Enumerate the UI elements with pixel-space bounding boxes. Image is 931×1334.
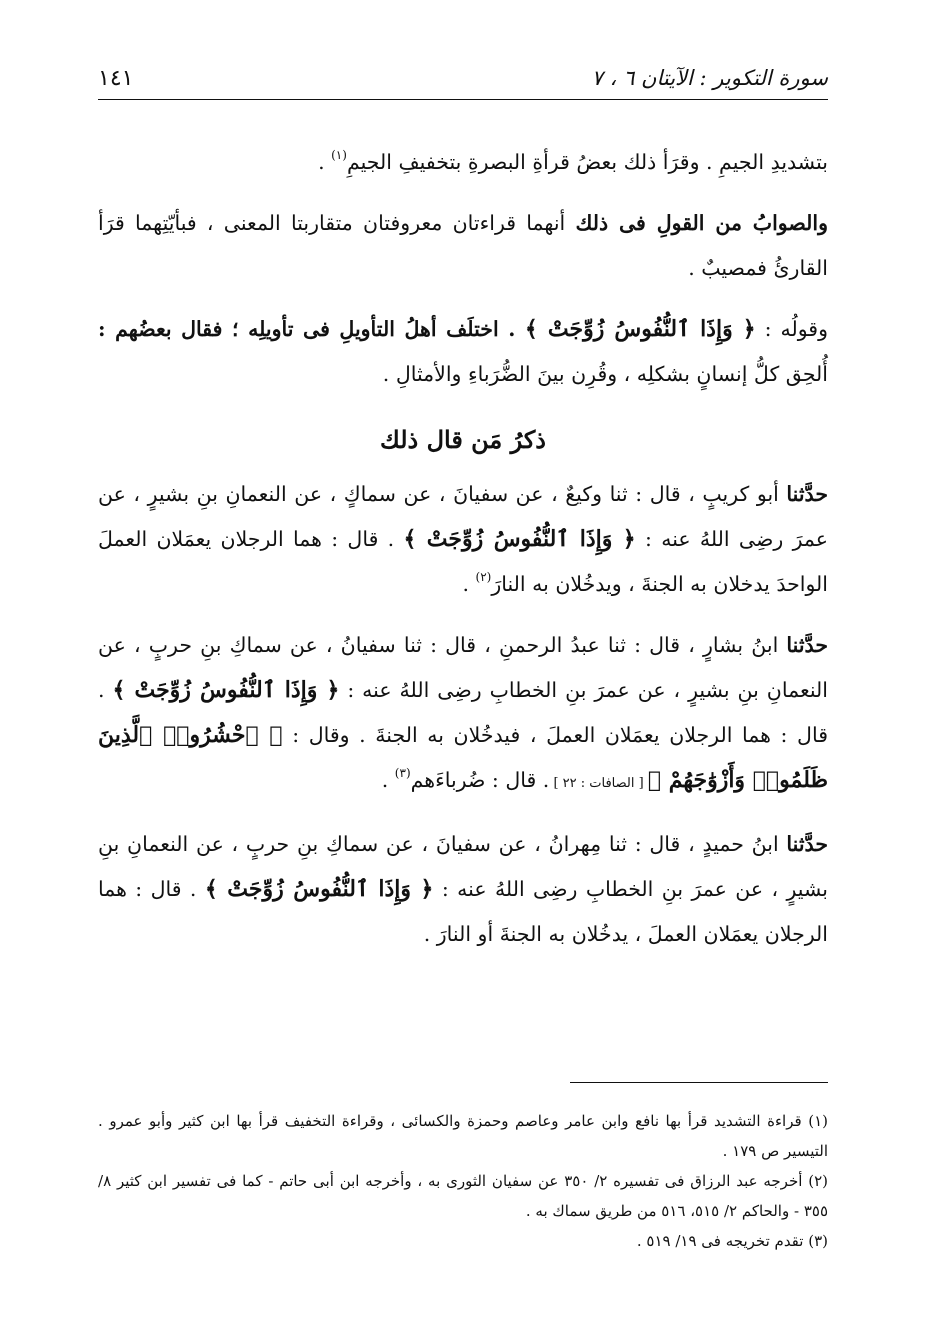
footnote-ref-3[interactable]: (٣) (394, 766, 411, 780)
page-number: ١٤١ (98, 65, 134, 91)
hadith-2 (98, 623, 828, 806)
footnote-3: (٣) تقدم تخريجه فى ١٩/ ٥١٩ . (636, 1232, 828, 1250)
hadith-2-lead: حدَّثنا (786, 633, 828, 657)
paragraph-1-end: . (318, 150, 332, 174)
header-divider (98, 99, 828, 100)
hadith-2-text-3: . قال : ضُرباءَهم (410, 768, 550, 792)
footnote-2: (٢) أخرجه عبد الرزاق فى تفسيره ٢/ ٣٥٠ عن سفيان الثورى به ، وأخرجه ابن أبى حاتم - كما فى تفسير ابن كثير ٨/ ٣٥٥ - والحاكم ٢/ ٥١٥، ٥١٦ من طريق سماك به . (98, 1172, 828, 1220)
page-header (98, 58, 828, 98)
paragraph-1 (98, 140, 828, 185)
paragraph-3-text: أُلحِق كلُّ إنسانٍ بشكلِه ، وقُرِن بينَ الضُّرَباءِ والأمثالِ . (382, 362, 828, 386)
paragraph-1-text: بتشديدِ الجيمِ . وقرَأ ذلك بعضُ قرأةِ البصرةِ بتخفيفِ الجيمِ (346, 150, 828, 174)
quran-verse: ﴿ وَإِذَا ٱلنُّفُوسُ زُوِّجَتْ ﴾ (524, 316, 756, 342)
hadith-3-text-2: . قال : هما الرجلان يعمَلان العملَ ، يدخُلان به الجنةَ أو النارَ . (98, 877, 828, 946)
hadith-3-text-1: ابنُ حميدٍ ، قال : ثنا مِهرانُ ، عن سفيانَ ، عن سماكِ بنِ حربٍ ، عن النعمانِ بنِ بشيرٍ ، عن عمرَ بنِ الخطابِ رضِى اللهُ عنه : (98, 832, 828, 901)
paragraph-3-lead: وقولُه : (755, 317, 828, 341)
hadith-2-text-2: . قال : هما الرجلان يعمَلان العملَ ، فيدخُلان به الجنةَ . وقال : (98, 678, 828, 747)
quran-verse: ﴿ وَإِذَا ٱلنُّفُوسُ زُوِّجَتْ ﴾ (204, 876, 434, 902)
footnote-ref-2[interactable]: (٢) (475, 570, 492, 584)
quran-verse: ﴿ وَإِذَا ٱلنُّفُوسُ زُوِّجَتْ ﴾ (112, 677, 340, 703)
running-title: سورة التكوير : الآيتان ٦ ، ٧ (591, 66, 828, 90)
hadith-3 (98, 822, 828, 957)
hadith-1-text-1: أبو كريبٍ ، قال : ثنا وكيعٌ ، عن سفيانَ ، عن سماكٍ ، عن النعمانِ بنِ بشيرٍ ، عن عمرَ رضِى اللهُ عنه : (98, 482, 828, 551)
footnote-divider (570, 1082, 828, 1083)
hadith-1-end: . (462, 572, 476, 596)
hadith-3-lead: حدَّثنا (786, 832, 828, 856)
footnotes (98, 1106, 828, 1256)
footnote-ref-1[interactable]: (١) (331, 148, 347, 162)
hadith-2-end: . (381, 768, 395, 792)
hadith-1-text-2: . قال : هما الرجلان يعمَلان العملَ الواحدَ يدخلان به الجنةَ ، ويدخُلان به النارَ (98, 527, 828, 596)
footnote-1: (١) قراءة التشديد قرأ بها نافع وابن عامر وعاصم وحمزة والكسائى ، وقراءة التخفيف قرأ بها ابن كثير وأبو عمرو . التيسير ص ١٧٩ . (98, 1112, 828, 1160)
paragraph-2-text: أنهما قراءتان معروفتان متقاربتا المعنى ، فبأيّتِهما قرَأ القارئُ فمصيبٌ . (98, 211, 828, 280)
main-text (98, 140, 828, 957)
verse-source: [ الصافات : ٢٢ ] (549, 776, 648, 791)
hadith-2-text-1: ابنُ بشارٍ ، قال : ثنا عبدُ الرحمنِ ، قال : ثنا سفيانُ ، عن سماكِ بنِ حربٍ ، عن النعمانِ بنِ بشيرٍ ، عن عمرَ بنِ الخطابِ رضِى اللهُ عنه : (98, 633, 828, 702)
paragraph-2 (98, 201, 828, 291)
paragraph-2-bold: والصوابُ من القولِ فى ذلك (575, 211, 828, 235)
hadith-1 (98, 472, 828, 607)
paragraph-3 (98, 307, 828, 397)
section-title: ذكرُ مَن قال ذلك (380, 425, 546, 454)
quran-verse: ﴿ وَإِذَا ٱلنُّفُوسُ زُوِّجَتْ ﴾ (403, 526, 636, 552)
hadith-1-lead: حدَّثنا (786, 482, 828, 506)
quran-verse: ﴿ ٱحْشُرُوا۟ ٱلَّذِينَ ظَلَمُوا۟ وَأَزْوَٰجَهُمْ ﴾ (98, 722, 828, 793)
paragraph-3-bold: . اختلَف أهلُ التأويلِ فى تأويلِه ؛ فقال بعضُهم : (98, 317, 525, 341)
